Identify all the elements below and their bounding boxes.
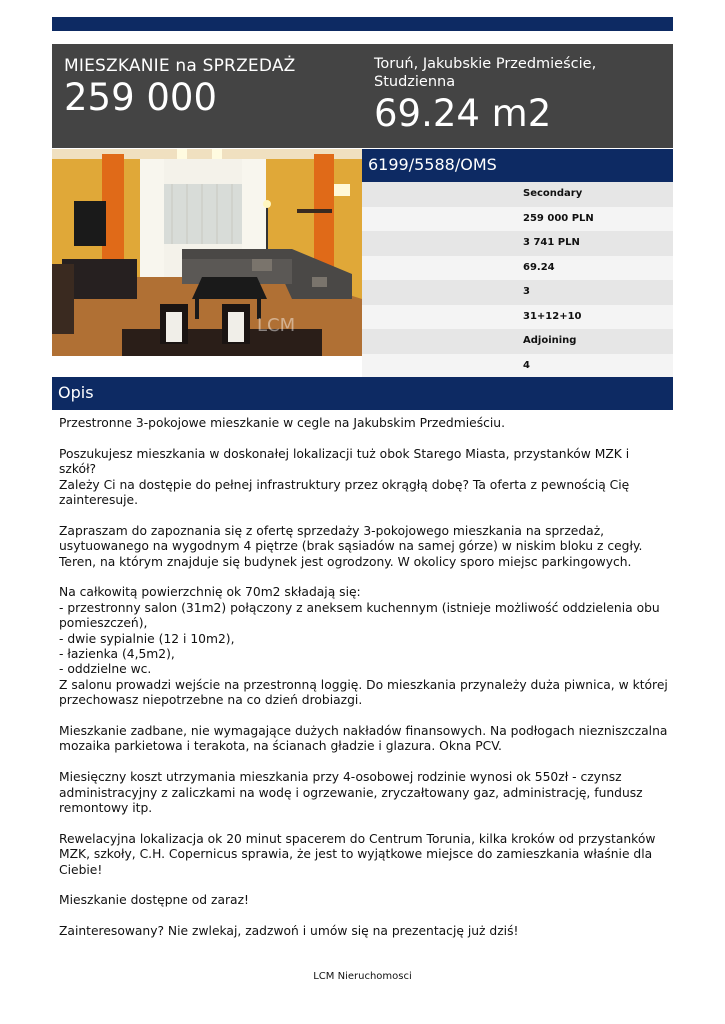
description-line: pomieszczeń),: [59, 616, 148, 631]
reference-number: 6199/5588/OMS: [368, 155, 497, 174]
location: Toruń, Jakubskie Przedmieście, Studzienna: [374, 56, 597, 90]
description-line: przechowasz niepotrzebne na co dzień drobiazgi.: [59, 693, 363, 708]
price-per-m2-value: 3 741 PLN: [523, 237, 580, 248]
description-line: Rewelacyjna lokalizacja ok 20 minut spacerem do Centrum Torunia, kilka kroków od przystanków: [59, 831, 656, 846]
property-row: [362, 231, 673, 256]
description-heading: Opis: [58, 383, 94, 402]
description-line: Przestronne 3-pokojowe mieszkanie w cegle na Jakubskim Przedmieściu.: [59, 416, 505, 430]
description-line: - przestronny salon (31m2) połączony z aneksem kuchennym (istnieje możliwość oddzielenia obu: [59, 600, 660, 615]
property-row: [362, 280, 673, 305]
floor-value: 4: [523, 359, 530, 371]
listing-header: [52, 44, 673, 148]
market-value: Secondary: [523, 188, 583, 199]
area: 69.24 m2: [374, 92, 552, 135]
description-line: Mieszkanie zadbane, nie wymagające dużych nakładów finansowych. Na podłogach niezniszczalna: [59, 724, 668, 739]
property-row: [362, 182, 673, 207]
photo-watermark: LCM: [257, 315, 296, 336]
property-row: [362, 354, 673, 379]
description-line: mozaika parkietowa i terakota, na ścianach gładzie i glazura. Okna PCV.: [59, 739, 502, 754]
description-line: MZK, szkoły, C.H. Copernicus sprawia, że jest to wyjątkowe miejsce do zamieszkania właśnie dla: [59, 847, 653, 862]
property-photo: [52, 149, 362, 356]
kitchen-value: Adjoining: [523, 335, 577, 346]
rooms-value: 3: [523, 286, 530, 297]
property-row: [362, 207, 673, 232]
description-line: Ciebie!: [59, 862, 103, 877]
description-line: Miesięczny koszt utrzymania mieszkania przy 4-osobowej rodzinie wynosi ok 550zł - czynsz: [59, 770, 622, 785]
description-line: remontowy itp.: [59, 801, 153, 816]
description-line: usytuowanego na wygodnym 4 piętrze (brak sąsiadów na samej górze) w niskim bloku z cegły.: [59, 539, 643, 554]
description-line: Teren, na którym znajduje się budynek jest ogrodzony. W okolicy sporo miejsc parkingowych.: [59, 554, 632, 569]
description-line: - łazienka (4,5m2),: [59, 647, 175, 662]
description-line: - dwie sypialnie (12 i 10m2),: [59, 631, 235, 646]
price-value: 259 000 PLN: [523, 212, 594, 224]
property-row: [362, 305, 673, 330]
description-line: - oddzielne wc.: [59, 662, 152, 677]
description-line: Zapraszam do zapoznania się z ofertę sprzedaży 3-pokojowego mieszkania na sprzedaż,: [59, 523, 605, 538]
room-sizes-value: 31+12+10: [523, 310, 582, 322]
top-accent-bar: [52, 17, 673, 31]
property-row: [362, 329, 673, 354]
reference-bar: [362, 149, 673, 182]
description-line: Zainteresowany? Nie zwlekaj, zadzwoń i umów się na prezentację już dziś!: [59, 924, 519, 939]
description-line: Na całkowitą powierzchnię ok 70m2 składają się:: [59, 585, 361, 600]
description-line: zainteresuje.: [59, 493, 139, 508]
property-row: [362, 256, 673, 281]
description-line: administracyjny z zaliczkami na wodę i ogrzewanie, zryczałtowany gaz, administrację, fundusz: [59, 785, 643, 800]
description-body: [59, 416, 669, 940]
offer-type: MIESZKANIE na SPRZEDAŻ: [64, 56, 296, 76]
property-details-table: [362, 182, 673, 378]
description-line: Z salonu prowadzi wejście na przestronną loggię. Do mieszkania przynależy duża piwnica, w której: [59, 677, 668, 692]
footer-agency: LCM Nieruchomosci: [313, 971, 412, 982]
description-header: [52, 377, 673, 410]
price: 259 000: [64, 76, 218, 119]
description-line: Mieszkanie dostępne od zaraz!: [59, 893, 249, 908]
description-line: Zależy Ci na dostępie do pełnej infrastruktury przez okrągłą dobę? Ta oferta z pewnością Cię: [59, 477, 630, 492]
area-value: 69.24: [523, 261, 555, 273]
description-line: Poszukujesz mieszkania w doskonałej lokalizacji tuż obok Starego Miasta, przystanków MZK i szkół?: [59, 446, 630, 477]
